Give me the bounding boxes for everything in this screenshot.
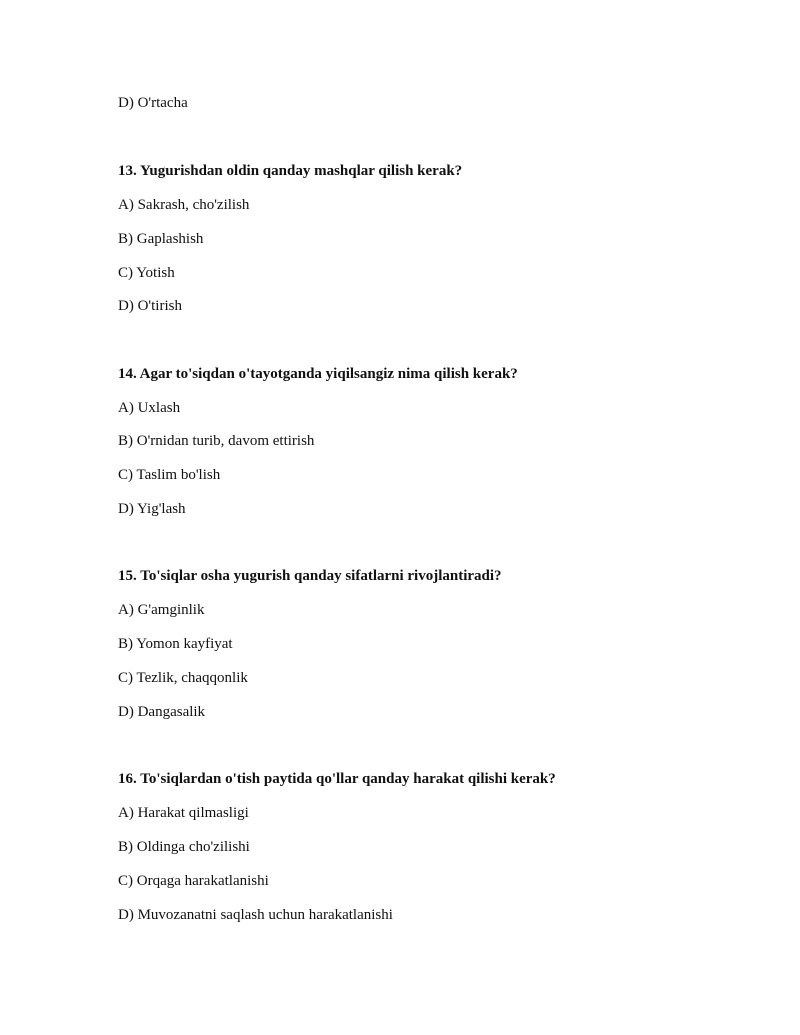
question-15-option-a: A) G'amginlik xyxy=(118,602,205,618)
question-15-option-d: D) Dangasalik xyxy=(118,704,206,720)
question-13-option-d: D) O'tirish xyxy=(118,298,182,314)
question-14-option-a: A) Uxlash xyxy=(118,400,181,416)
question-15-option-b: B) Yomon kayfiyat xyxy=(118,636,233,652)
question-13-option-b: B) Gaplashish xyxy=(118,231,204,247)
question-14-option-d: D) Yig'lash xyxy=(118,501,186,517)
question-13-option-a: A) Sakrash, cho'zilish xyxy=(118,197,250,213)
question-14-option-c: C) Taslim bo'lish xyxy=(118,467,221,483)
answer-option: D) O'rtacha xyxy=(118,95,188,111)
question-14-text: 14. Agar to'siqdan o'tayotganda yiqilsangiz nima qilish kerak? xyxy=(118,366,518,382)
question-13-option-c: C) Yotish xyxy=(118,265,175,281)
question-16-option-a: A) Harakat qilmasligi xyxy=(118,805,249,821)
question-13-text: 13. Yugurishdan oldin qanday mashqlar qilish kerak? xyxy=(118,163,463,179)
question-16-option-d: D) Muvozanatni saqlash uchun harakatlanishi xyxy=(118,907,393,923)
question-16-text: 16. To'siqlardan o'tish paytida qo'llar qanday harakat qilishi kerak? xyxy=(118,771,556,787)
question-15-option-c: C) Tezlik, chaqqonlik xyxy=(118,670,248,686)
question-15-text: 15. To'siqlar osha yugurish qanday sifatlarni rivojlantiradi? xyxy=(118,568,502,584)
question-16-option-c: C) Orqaga harakatlanishi xyxy=(118,873,269,889)
question-14-option-b: B) O'rnidan turib, davom ettirish xyxy=(118,433,315,449)
question-16-option-b: B) Oldinga cho'zilishi xyxy=(118,839,250,855)
